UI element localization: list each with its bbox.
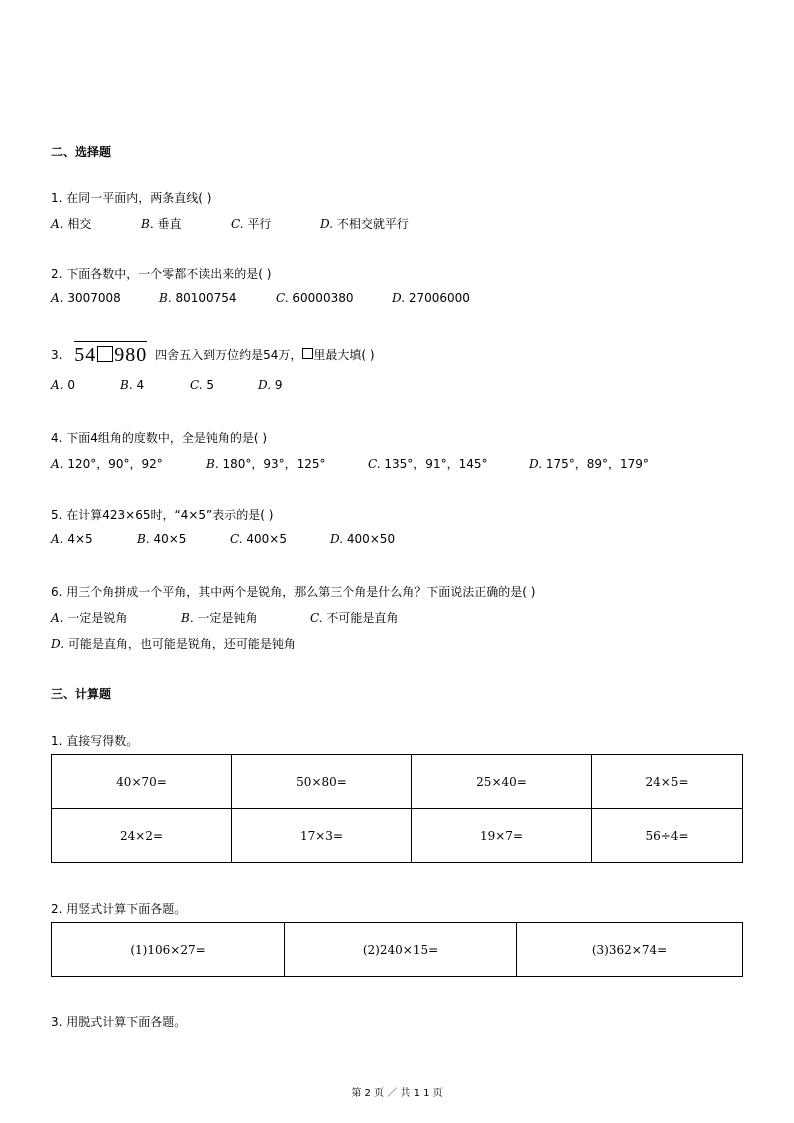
table-cell: 50×80= [232, 755, 412, 809]
option-c[interactable]: C. 60000380 [276, 291, 354, 305]
blank-box-icon [97, 346, 113, 362]
calc-question-1 [51, 732, 138, 749]
table-row [52, 755, 743, 809]
question-4-options [51, 455, 649, 472]
table-cell: 17×3= [232, 809, 412, 863]
option-a[interactable]: A. 4×5 [51, 532, 93, 546]
question-5 [51, 506, 273, 523]
question-text: 在同一平面内，两条直线( ) [66, 191, 212, 205]
option-b[interactable]: B. 垂直 [141, 217, 182, 231]
question-2-options [51, 291, 470, 305]
number-figure: 54 980 [74, 344, 147, 367]
question-number: 3. [51, 348, 63, 362]
overline [74, 341, 147, 342]
section-3-title: 三、计算题 [51, 687, 112, 701]
table-cell: 24×5= [592, 755, 743, 809]
question-text: 用三个角拼成一个平角，其中两个是锐角，那么第三个角是什么角？下面说法正确的是( ) [66, 585, 536, 599]
option-a[interactable]: A. 3007008 [51, 291, 121, 305]
option-b[interactable]: B. 一定是钝角 [181, 611, 258, 625]
option-c[interactable]: C. 5 [190, 378, 215, 392]
question-text-cont: 里最大填( ) [313, 348, 375, 362]
option-a[interactable]: A. 120°，90°，92° [51, 457, 163, 471]
option-b[interactable]: B. 80100754 [159, 291, 237, 305]
table-row [52, 923, 743, 977]
table-cell: 25×40= [412, 755, 592, 809]
question-5-options [51, 532, 395, 546]
question-text: 用竖式计算下面各题。 [66, 902, 187, 916]
option-c[interactable]: C. 不可能是直角 [310, 611, 399, 625]
question-text: 直接写得数。 [66, 734, 139, 748]
option-d[interactable]: D. 9 [258, 378, 283, 392]
question-6-options-row2 [51, 635, 296, 652]
option-b[interactable]: B. 180°，93°，125° [206, 457, 326, 471]
question-6 [51, 583, 535, 600]
vertical-calc-table [51, 922, 743, 977]
question-3-options [51, 378, 282, 392]
question-number: 4. [51, 431, 63, 445]
table-cell: 24×2= [52, 809, 232, 863]
question-1-options [51, 215, 409, 232]
question-text: 用脱式计算下面各题。 [66, 1015, 187, 1029]
option-d[interactable]: D. 可能是直角，也可能是锐角，还可能是钝角 [51, 637, 296, 651]
option-d[interactable]: D. 400×50 [330, 532, 396, 546]
question-number: 3. [51, 1015, 63, 1029]
option-c[interactable]: C. 平行 [231, 217, 272, 231]
question-text: 四舍五入到万位约是54万， [155, 348, 303, 362]
calc-question-2 [51, 900, 186, 917]
option-a[interactable]: A. 相交 [51, 217, 92, 231]
option-c[interactable]: C. 135°，91°，145° [368, 457, 488, 471]
option-d[interactable]: D. 不相交就平行 [320, 217, 409, 231]
table-cell: (1)106×27= [52, 923, 285, 977]
table-cell: 19×7= [412, 809, 592, 863]
question-number: 2. [51, 267, 63, 281]
question-number: 1. [51, 191, 63, 205]
question-6-options-row1 [51, 609, 398, 626]
option-a[interactable]: A. 0 [51, 378, 75, 392]
option-b[interactable]: B. 4 [120, 378, 145, 392]
small-box-icon [302, 348, 313, 359]
calc-question-3 [51, 1013, 186, 1030]
question-number: 6. [51, 585, 63, 599]
option-a[interactable]: A. 一定是锐角 [51, 611, 128, 625]
question-number: 1. [51, 734, 63, 748]
page-footer: 第 2 页 ／ 共 1 1 页 [351, 1088, 443, 1099]
option-d[interactable]: D. 175°，89°，179° [529, 457, 649, 471]
table-cell: 56÷4= [592, 809, 743, 863]
question-text: 下面4组角的度数中，全是钝角的是( ) [66, 431, 268, 445]
mental-math-table [51, 754, 743, 863]
question-1 [51, 189, 211, 206]
option-d[interactable]: D. 27006000 [392, 291, 470, 305]
question-text: 下面各数中，一个零都不读出来的是( ) [66, 267, 272, 281]
question-text: 在计算423×65时，“4×5”表示的是( ) [66, 508, 274, 522]
table-cell: 40×70= [52, 755, 232, 809]
question-2 [51, 265, 271, 282]
question-3 [51, 342, 375, 365]
section-2-title: 二、选择题 [51, 145, 112, 159]
question-4 [51, 429, 267, 446]
table-row [52, 809, 743, 863]
question-number: 2. [51, 902, 63, 916]
option-b[interactable]: B. 40×5 [137, 532, 187, 546]
table-cell: (2)240×15= [285, 923, 517, 977]
option-c[interactable]: C. 400×5 [230, 532, 287, 546]
question-number: 5. [51, 508, 63, 522]
table-cell: (3)362×74= [517, 923, 743, 977]
